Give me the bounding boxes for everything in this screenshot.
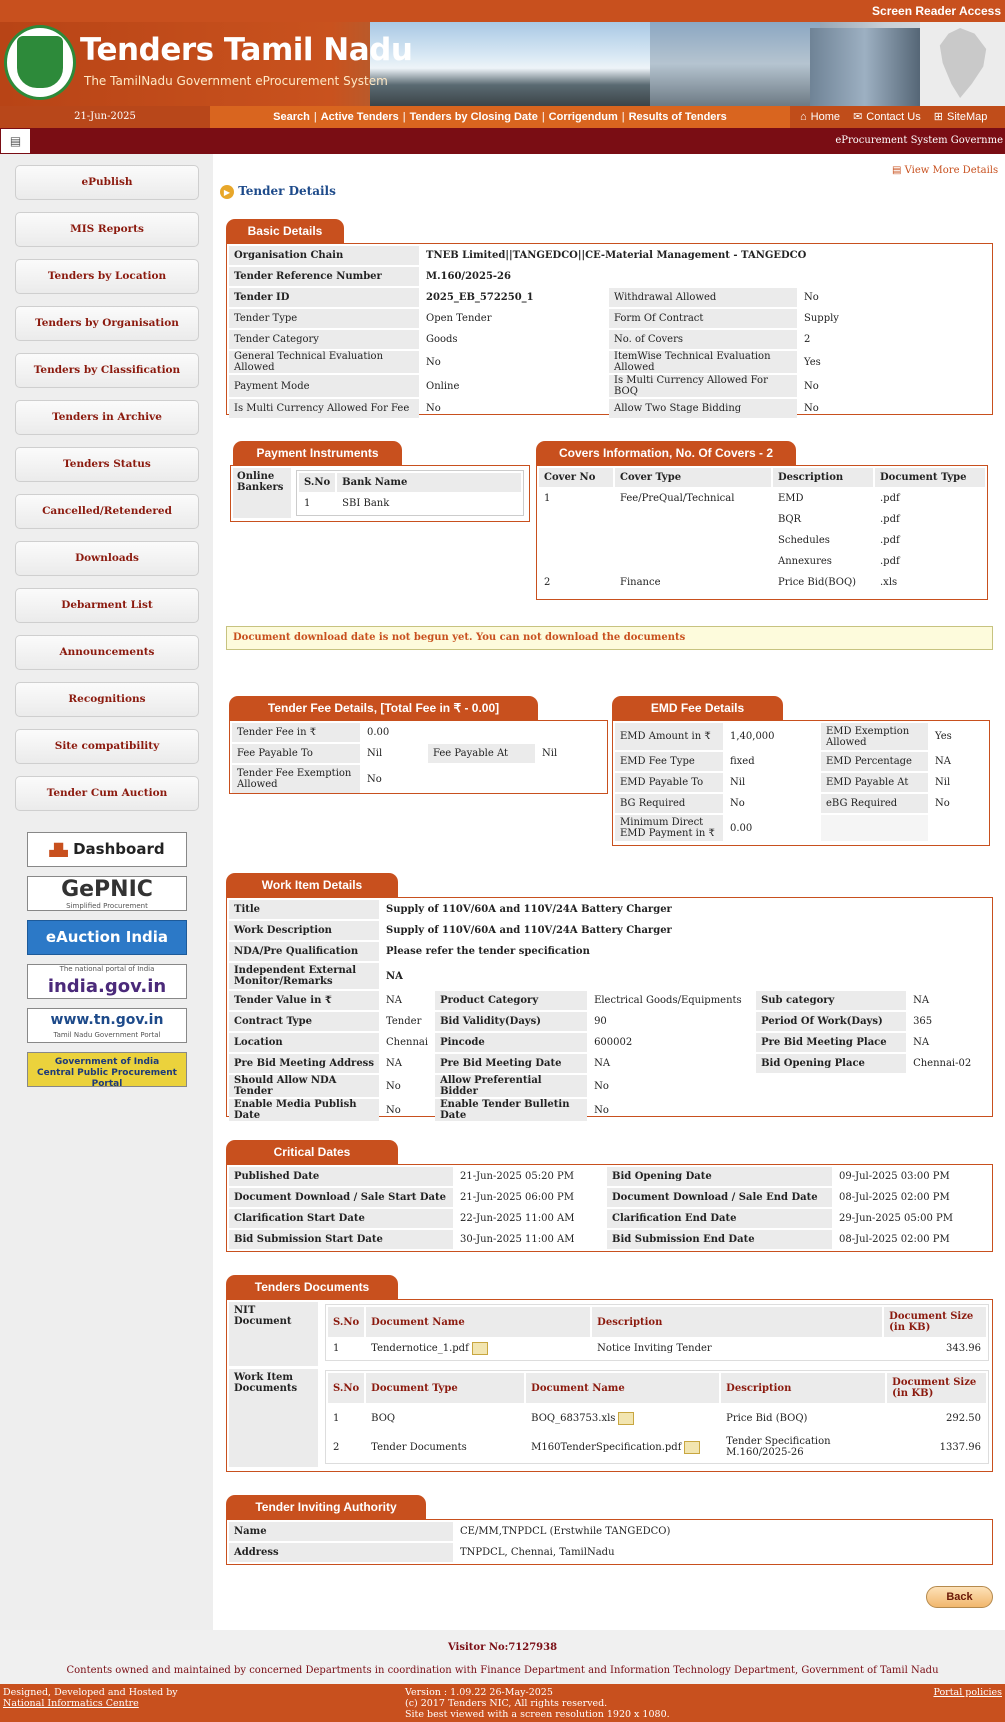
back-button[interactable]: Back bbox=[926, 1586, 993, 1608]
nav-tenders-by-closing-date[interactable]: Tenders by Closing Date bbox=[409, 111, 538, 123]
work-label: Contract Type bbox=[229, 1012, 379, 1031]
tender-fee-value: 0.00 bbox=[367, 727, 390, 738]
org-chain-label: Organisation Chain bbox=[229, 246, 419, 265]
cover-description: Schedules bbox=[778, 535, 830, 546]
emd-label: EMD Amount in ₹ bbox=[615, 723, 723, 750]
date-value: 21-Jun-2025 06:00 PM bbox=[460, 1192, 574, 1203]
tender-ref-label: Tender Reference Number bbox=[229, 267, 419, 286]
footer-bar bbox=[0, 1684, 1005, 1722]
sidebar-item-announcements[interactable]: Announcements bbox=[15, 635, 199, 670]
dashboard-logo-link[interactable]: ▟▙ Dashboard bbox=[27, 832, 187, 867]
covers-info-tab: Covers Information, No. Of Covers - 2 bbox=[536, 441, 796, 465]
work-doc-size: 292.50 bbox=[946, 1412, 981, 1424]
work-item-documents-table bbox=[325, 1370, 989, 1464]
certificate-icon[interactable] bbox=[618, 1412, 634, 1425]
basic-value: 2025_EB_572250_1 bbox=[426, 292, 534, 303]
basic-label: Is Multi Currency Allowed For BOQ bbox=[609, 375, 797, 397]
work-value: Supply of 110V/60A and 110V/24A Battery Charger bbox=[386, 925, 672, 936]
inviting-authority-section bbox=[226, 1519, 993, 1565]
basic-label: No. of Covers bbox=[609, 330, 797, 349]
bank-sno: 1 bbox=[304, 498, 311, 509]
screen-reader-link[interactable]: Screen Reader Access bbox=[872, 4, 1001, 18]
basic-value: Online bbox=[426, 380, 460, 392]
date-value: 08-Jul-2025 02:00 PM bbox=[839, 1234, 950, 1245]
work-value: NA bbox=[913, 1037, 930, 1048]
basic-value: Goods bbox=[426, 334, 458, 345]
site-title: Tenders Tamil Nadu bbox=[80, 32, 413, 68]
cover-description: Price Bid(BOQ) bbox=[778, 577, 857, 588]
date-value: 29-Jun-2025 05:00 PM bbox=[839, 1213, 953, 1224]
authority-value: TNPDCL, Chennai, TamilNadu bbox=[460, 1547, 615, 1558]
fee-payable-at-value: Nil bbox=[542, 748, 558, 759]
sitemap-icon: ⊞ bbox=[933, 111, 943, 123]
work-value: Supply of 110V/60A and 110V/24A Battery Charger bbox=[386, 904, 672, 915]
basic-value: 2 bbox=[804, 334, 811, 345]
basic-value: No bbox=[804, 403, 819, 414]
basic-value: Yes bbox=[804, 356, 821, 368]
fee-payable-to-value: Nil bbox=[367, 748, 383, 759]
work-value: No bbox=[594, 1104, 609, 1116]
work-value: Tender bbox=[386, 1016, 422, 1027]
cover-doc-type: .xls bbox=[880, 577, 898, 588]
gepnic-logo-link[interactable]: GePNIC Simplified Procurement bbox=[27, 876, 187, 911]
basic-label: Form Of Contract bbox=[609, 309, 797, 328]
date-value: 08-Jul-2025 02:00 PM bbox=[839, 1192, 950, 1203]
work-doc-description: Price Bid (BOQ) bbox=[726, 1412, 808, 1424]
work-label: Product Category bbox=[435, 991, 587, 1010]
work-value: Electrical Goods/Equipments bbox=[594, 995, 742, 1006]
date-label: Clarification End Date bbox=[607, 1209, 832, 1228]
bank-name-header: Bank Name bbox=[337, 473, 521, 492]
tenders-documents-section bbox=[226, 1299, 993, 1472]
tender-ref-value: M.160/2025-26 bbox=[426, 271, 511, 282]
announcement-marquee bbox=[0, 128, 1005, 154]
india-gov-logo-link[interactable]: The national portal of India india.gov.in bbox=[27, 964, 187, 999]
cover-no bbox=[539, 510, 613, 529]
bank-name: SBI Bank bbox=[342, 498, 390, 509]
footer-credits: Designed, Developed and Hosted by National Informatics Centre bbox=[3, 1687, 178, 1709]
cover-doc-type: .pdf bbox=[880, 514, 900, 525]
print-icon: ▤ bbox=[892, 165, 902, 176]
certificate-icon[interactable] bbox=[472, 1342, 488, 1355]
tn-emblem-logo[interactable] bbox=[4, 25, 76, 100]
basic-label: Tender ID bbox=[229, 288, 419, 307]
work-doc-type: Tender Documents bbox=[371, 1441, 467, 1453]
date-label: Document Download / Sale End Date bbox=[607, 1188, 832, 1207]
work-doc-header: Document Name bbox=[526, 1373, 719, 1403]
current-date: 21-Jun-2025 bbox=[0, 106, 210, 128]
covers-header: Document Type bbox=[875, 468, 985, 487]
covers-info-section bbox=[536, 465, 988, 600]
fee-exemption-label: Tender Fee Exemption Allowed bbox=[232, 765, 360, 793]
nit-header: Document Size (in KB) bbox=[884, 1307, 986, 1337]
date-value: 30-Jun-2025 11:00 AM bbox=[460, 1234, 575, 1245]
work-value: 365 bbox=[913, 1016, 933, 1027]
work-label: Enable Media Publish Date bbox=[229, 1099, 379, 1121]
emd-fee-tab: EMD Fee Details bbox=[612, 696, 783, 720]
visitor-count: Visitor No:7127938 bbox=[447, 1642, 558, 1653]
cover-no: 1 bbox=[544, 493, 551, 504]
critical-dates-tab: Critical Dates bbox=[226, 1140, 398, 1164]
cover-doc-type: .pdf bbox=[880, 556, 900, 567]
inviting-authority-tab: Tender Inviting Authority bbox=[226, 1495, 426, 1519]
cover-doc-type: .pdf bbox=[880, 535, 900, 546]
nit-documents-table bbox=[325, 1304, 989, 1361]
emd-fee-section bbox=[612, 720, 990, 846]
work-label: Sub category bbox=[756, 991, 906, 1010]
basic-value: No bbox=[426, 356, 441, 368]
emd-value: Yes bbox=[935, 731, 952, 742]
basic-label: General Technical Evaluation Allowed bbox=[229, 351, 419, 373]
sidebar-item-tenders-in-archive[interactable]: Tenders in Archive bbox=[15, 400, 199, 435]
cover-type bbox=[615, 531, 771, 550]
work-label: Title bbox=[229, 900, 379, 919]
date-label: Published Date bbox=[229, 1167, 453, 1186]
contact-link[interactable]: Contact Us bbox=[866, 111, 921, 123]
emd-value: Nil bbox=[935, 777, 951, 788]
work-label: Allow Preferential Bidder bbox=[435, 1075, 587, 1097]
work-item-documents-label: Work Item Documents bbox=[229, 1369, 318, 1467]
basic-value: Supply bbox=[804, 313, 839, 324]
work-doc-size: 1337.96 bbox=[939, 1441, 981, 1453]
sidebar-item-tenders-by-organisation[interactable]: Tenders by Organisation bbox=[15, 306, 199, 341]
bullet-icon: ▶ bbox=[220, 185, 234, 199]
fee-payable-at-label: Fee Payable At bbox=[428, 744, 535, 763]
work-value: No bbox=[386, 1104, 401, 1116]
work-value: NA bbox=[386, 995, 402, 1006]
date-label: Clarification Start Date bbox=[229, 1209, 453, 1228]
site-banner bbox=[0, 22, 1005, 106]
cover-type bbox=[615, 552, 771, 571]
emd-label: BG Required bbox=[615, 794, 723, 813]
basic-value: No bbox=[804, 292, 819, 303]
cover-doc-type: .pdf bbox=[880, 493, 900, 504]
critical-dates-section bbox=[226, 1164, 993, 1252]
tn-gov-logo-link[interactable]: www.tn.gov.in Tamil Nadu Government Portal bbox=[27, 1008, 187, 1043]
download-alert: Document download date is not begun yet. You can not download the documents bbox=[226, 626, 993, 650]
basic-value: No bbox=[426, 403, 441, 414]
work-label: Enable Tender Bulletin Date bbox=[435, 1099, 587, 1121]
work-label: Pre Bid Meeting Date bbox=[435, 1054, 587, 1073]
emd-value: Nil bbox=[730, 777, 746, 788]
work-label: Location bbox=[229, 1033, 379, 1052]
sidebar-item-tenders-status[interactable]: Tenders Status bbox=[15, 447, 199, 482]
work-item-tab: Work Item Details bbox=[226, 873, 398, 897]
basic-label: Payment Mode bbox=[229, 375, 419, 397]
work-doc-description: Tender Specification M.160/2025-26 bbox=[726, 1436, 831, 1458]
work-label: Pre Bid Meeting Address bbox=[229, 1054, 379, 1073]
work-doc-type: BOQ bbox=[371, 1412, 396, 1424]
emd-label: EMD Percentage bbox=[821, 752, 928, 771]
tenders-documents-tab: Tenders Documents bbox=[226, 1275, 398, 1299]
contents-note: Contents owned and maintained by concerned Departments in coordination with Finance Department and Information Technology Department, Government of Tamil Nadu bbox=[66, 1665, 939, 1676]
payment-instruments-tab: Payment Instruments bbox=[233, 441, 402, 465]
work-label: Should Allow NDA Tender bbox=[229, 1075, 379, 1097]
cover-description: EMD bbox=[778, 493, 804, 504]
cover-type: Finance bbox=[620, 577, 661, 588]
footer-info bbox=[0, 1630, 1005, 1684]
date-value: 09-Jul-2025 03:00 PM bbox=[839, 1171, 950, 1182]
date-value: 21-Jun-2025 05:20 PM bbox=[460, 1171, 574, 1182]
sidebar-item-site-compatibility[interactable]: Site compatibility bbox=[15, 729, 199, 764]
nav-search[interactable]: Search bbox=[273, 111, 310, 123]
site-subtitle: The TamilNadu Government eProcurement System bbox=[84, 74, 388, 88]
work-label: Work Description bbox=[229, 921, 379, 940]
emd-label: eBG Required bbox=[821, 794, 928, 813]
nav-results-of-tenders[interactable]: Results of Tenders bbox=[628, 111, 727, 123]
tender-fee-tab: Tender Fee Details, [Total Fee in ₹ - 0.00] bbox=[229, 696, 538, 720]
sidebar-item-recognitions[interactable]: Recognitions bbox=[15, 682, 199, 717]
nit-header: S.No bbox=[328, 1307, 364, 1337]
basic-label: ItemWise Technical Evaluation Allowed bbox=[609, 351, 797, 373]
bank-sno-header: S.No bbox=[299, 473, 335, 492]
work-value: No bbox=[594, 1080, 609, 1092]
work-doc-header: S.No bbox=[328, 1373, 364, 1403]
work-item-section bbox=[226, 897, 993, 1121]
work-label: Pre Bid Meeting Place bbox=[756, 1033, 906, 1052]
work-label: Tender Value in ₹ bbox=[229, 991, 379, 1010]
tamilnadu-map-icon bbox=[920, 22, 1005, 106]
emd-value: NA bbox=[935, 756, 951, 767]
covers-header: Cover No bbox=[539, 468, 613, 487]
mail-icon: ✉ bbox=[853, 111, 863, 123]
emd-label: EMD Payable To bbox=[615, 773, 723, 792]
cover-no bbox=[539, 531, 613, 550]
chart-icon: ▟▙ bbox=[49, 843, 68, 857]
cover-description: BQR bbox=[778, 514, 802, 525]
sidebar-item-epublish[interactable]: ePublish bbox=[15, 165, 199, 200]
date-label: Bid Submission End Date bbox=[607, 1230, 832, 1249]
cover-type bbox=[615, 510, 771, 529]
sidebar-item-downloads[interactable]: Downloads bbox=[15, 541, 199, 576]
fee-payable-to-label: Fee Payable To bbox=[232, 744, 360, 763]
sidebar-item-mis-reports[interactable]: MIS Reports bbox=[15, 212, 199, 247]
nit-document-link[interactable]: Tendernotice_1.pdf bbox=[366, 1339, 590, 1358]
cover-description: Annexures bbox=[778, 556, 832, 567]
bankers-table bbox=[296, 470, 524, 516]
work-value: Please refer the tender specification bbox=[386, 946, 590, 957]
certificate-icon[interactable] bbox=[684, 1441, 700, 1454]
cover-type: Fee/PreQual/Technical bbox=[620, 493, 735, 504]
nav-corrigendum[interactable]: Corrigendum bbox=[548, 111, 618, 123]
sitemap-link[interactable]: SiteMap bbox=[946, 111, 988, 123]
work-label: NDA/Pre Qualification bbox=[229, 942, 379, 961]
sidebar bbox=[0, 154, 213, 1630]
work-label: Bid Validity(Days) bbox=[435, 1012, 587, 1031]
date-label: Document Download / Sale Start Date bbox=[229, 1188, 453, 1207]
work-label: Bid Opening Place bbox=[756, 1054, 906, 1073]
fee-exemption-value: No bbox=[367, 773, 382, 785]
work-doc-header: Document Type bbox=[366, 1373, 524, 1403]
basic-label: Withdrawal Allowed bbox=[609, 288, 797, 307]
utility-nav bbox=[790, 106, 1005, 128]
emd-value: No bbox=[935, 798, 950, 809]
work-doc-link[interactable]: BOQ_683753.xls bbox=[526, 1405, 719, 1431]
nit-size: 343.96 bbox=[946, 1343, 981, 1354]
basic-label: Tender Type bbox=[229, 309, 419, 328]
basic-value: No bbox=[804, 380, 819, 392]
emd-value: No bbox=[730, 798, 745, 809]
emd-label: EMD Fee Type bbox=[615, 752, 723, 771]
nit-sno: 1 bbox=[333, 1343, 340, 1354]
page-title: ▶ Tender Details bbox=[220, 184, 336, 199]
work-value: Chennai-02 bbox=[913, 1058, 972, 1069]
view-more-details-link[interactable]: ▤ View More Details bbox=[892, 165, 999, 176]
authority-value: CE/MM,TNPDCL (Erstwhile TANGEDCO) bbox=[460, 1526, 671, 1537]
min-emd-value: 0.00 bbox=[730, 822, 753, 834]
banner-building-image bbox=[810, 28, 920, 106]
work-label: Pincode bbox=[435, 1033, 587, 1052]
payment-instruments-section bbox=[230, 465, 530, 522]
nic-link[interactable]: National Informatics Centre bbox=[3, 1698, 139, 1709]
work-value: Chennai bbox=[386, 1037, 429, 1048]
date-value: 22-Jun-2025 11:00 AM bbox=[460, 1213, 575, 1224]
tender-fee-section bbox=[229, 720, 608, 794]
banner-bridge-image bbox=[650, 22, 820, 106]
home-icon: ⌂ bbox=[800, 111, 807, 123]
top-bar bbox=[0, 0, 1005, 22]
basic-value: Open Tender bbox=[426, 313, 492, 324]
emd-label: EMD Payable At bbox=[821, 773, 928, 792]
online-bankers-label: Online Bankers bbox=[233, 468, 291, 518]
nit-document-label: NIT Document bbox=[229, 1302, 318, 1366]
sidebar-item-tenders-by-location[interactable]: Tenders by Location bbox=[15, 259, 199, 294]
nav-active-tenders[interactable]: Active Tenders bbox=[320, 111, 399, 123]
nav-bar bbox=[0, 106, 1005, 128]
cover-no bbox=[539, 552, 613, 571]
emd-value: 1,40,000 bbox=[730, 731, 775, 742]
main-nav-links: Search | Active Tenders | Tenders by Closing Date | Corrigendum | Results of Tenders bbox=[273, 111, 727, 123]
basic-details-section bbox=[226, 243, 993, 415]
work-value: NA bbox=[386, 1058, 402, 1069]
basic-label: Tender Category bbox=[229, 330, 419, 349]
date-label: Bid Opening Date bbox=[607, 1167, 832, 1186]
nit-header: Document Name bbox=[366, 1307, 590, 1337]
home-link[interactable]: Home bbox=[810, 111, 840, 123]
work-value: NA bbox=[913, 995, 930, 1006]
covers-header: Description bbox=[773, 468, 873, 487]
authority-label: Address bbox=[229, 1543, 453, 1562]
work-value: NA bbox=[386, 970, 403, 982]
sidebar-item-debarment-list[interactable]: Debarment List bbox=[15, 588, 199, 623]
marquee-text[interactable]: eProcurement System Governme bbox=[835, 135, 1003, 146]
basic-details-tab: Basic Details bbox=[226, 219, 344, 243]
document-icon[interactable]: ▤ bbox=[0, 128, 31, 154]
work-value: 90 bbox=[594, 1016, 607, 1027]
tender-fee-label: Tender Fee in ₹ bbox=[232, 723, 360, 742]
work-doc-sno: 2 bbox=[333, 1441, 340, 1453]
cover-no: 2 bbox=[544, 577, 551, 588]
basic-label: Is Multi Currency Allowed For Fee bbox=[229, 399, 419, 418]
work-label: Period Of Work(Days) bbox=[756, 1012, 906, 1031]
min-emd-label: Minimum Direct EMD Payment in ₹ bbox=[615, 815, 723, 841]
nit-description: Notice Inviting Tender bbox=[597, 1343, 712, 1354]
portal-policies-link[interactable]: Portal policies bbox=[933, 1687, 1002, 1698]
work-value: No bbox=[386, 1080, 401, 1092]
nit-header: Description bbox=[592, 1307, 882, 1337]
sidebar-item-cancelled-retendered[interactable]: Cancelled/Retendered bbox=[15, 494, 199, 529]
covers-header: Cover Type bbox=[615, 468, 771, 487]
cppp-logo-link[interactable]: Government of India Central Public Procurement Portal bbox=[27, 1052, 187, 1087]
work-label: Independent External Monitor/Remarks bbox=[229, 963, 379, 989]
authority-label: Name bbox=[229, 1522, 453, 1541]
work-doc-link[interactable]: M160TenderSpecification.pdf bbox=[526, 1433, 719, 1461]
footer-version: Version : 1.09.22 26-May-2025 (c) 2017 Tenders NIC, All rights reserved. Site best viewed with a screen resolution 1920 x 1080. bbox=[405, 1687, 670, 1720]
basic-label: Allow Two Stage Bidding bbox=[609, 399, 797, 418]
work-doc-sno: 1 bbox=[333, 1412, 340, 1424]
sidebar-item-tenders-by-classification[interactable]: Tenders by Classification bbox=[15, 353, 199, 388]
emd-label: EMD Exemption Allowed bbox=[821, 723, 928, 750]
eauction-logo-link[interactable]: eAuction India bbox=[27, 920, 187, 955]
sidebar-item-tender-cum-auction[interactable]: Tender Cum Auction bbox=[15, 776, 199, 811]
org-chain-value: TNEB Limited||TANGEDCO||CE-Material Management - TANGEDCO bbox=[426, 250, 807, 261]
date-label: Bid Submission Start Date bbox=[229, 1230, 453, 1249]
work-doc-header: Description bbox=[721, 1373, 885, 1403]
work-value: NA bbox=[594, 1058, 611, 1069]
emd-value: fixed bbox=[730, 756, 755, 767]
work-value: 600002 bbox=[594, 1037, 633, 1048]
work-doc-header: Document Size (in KB) bbox=[887, 1373, 986, 1403]
